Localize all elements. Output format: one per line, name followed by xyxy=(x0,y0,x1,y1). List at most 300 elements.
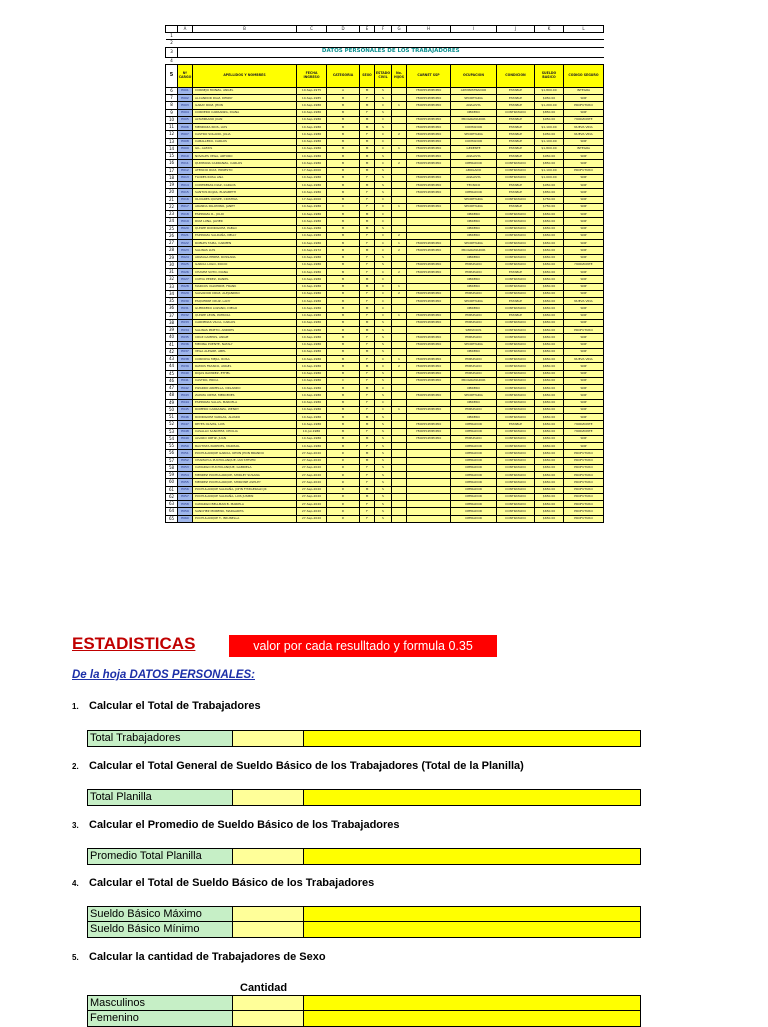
table-cell[interactable]: NUEVA VIDA xyxy=(564,356,604,363)
table-cell[interactable]: MEDINA PUENTE, NATALY xyxy=(193,341,297,348)
column-letter[interactable]: I xyxy=(451,26,497,33)
table-cell[interactable]: B xyxy=(327,443,360,450)
table-cell[interactable]: OLIVARES QUISPE, CRISTINA xyxy=(193,196,297,203)
table-cell[interactable]: E020 xyxy=(178,225,193,232)
table-cell[interactable]: F xyxy=(360,131,375,138)
table-cell[interactable]: E060 xyxy=(178,515,193,522)
table-cell[interactable]: SNP xyxy=(564,218,604,225)
table-cell[interactable]: E038 xyxy=(178,356,193,363)
table-cell[interactable]: OBRERO xyxy=(451,305,497,312)
table-cell[interactable] xyxy=(392,370,407,377)
table-cell[interactable]: GERENTE xyxy=(451,145,497,152)
table-cell[interactable]: PUCHULANQUE T., BRUNELLA xyxy=(193,515,297,522)
table-cell[interactable]: C xyxy=(375,312,392,319)
table-cell[interactable]: PUCHULANQUE SALDAÑA, LUIS JUSMIN xyxy=(193,493,297,500)
table-cell[interactable] xyxy=(392,327,407,334)
table-cell[interactable]: CONTRATADO xyxy=(497,363,535,370)
table-cell[interactable]: S xyxy=(375,319,392,326)
table-cell[interactable]: S xyxy=(375,421,392,428)
table-cell[interactable]: CONTRATADO xyxy=(497,225,535,232)
column-header[interactable]: SUELDO BASICO xyxy=(535,64,564,87)
table-cell[interactable]: E048 xyxy=(178,428,193,435)
table-cell[interactable]: M xyxy=(360,385,375,392)
row-number[interactable]: 33 xyxy=(166,283,178,290)
row-number[interactable]: 10 xyxy=(166,116,178,123)
table-cell[interactable]: ANALISTA xyxy=(451,174,497,181)
table-cell[interactable]: 7800554MPCP00 xyxy=(407,174,451,181)
table-cell[interactable]: S xyxy=(375,225,392,232)
table-cell[interactable]: B xyxy=(327,370,360,377)
table-cell[interactable]: SNP xyxy=(564,269,604,276)
table-cell[interactable]: E049 xyxy=(178,435,193,442)
table-cell[interactable]: C xyxy=(375,116,392,123)
table-cell[interactable]: SANTOS ROJAS, ELIZABETH xyxy=(193,189,297,196)
table-cell[interactable]: ESTABLE xyxy=(497,102,535,109)
table-cell[interactable]: 1 xyxy=(392,312,407,319)
row-number[interactable]: 58 xyxy=(166,464,178,471)
table-cell[interactable]: NUEVA VIDA xyxy=(564,131,604,138)
table-cell[interactable]: $850.00 xyxy=(535,160,564,167)
table-cell[interactable]: CONTRATADO xyxy=(497,493,535,500)
table-cell[interactable]: B xyxy=(327,399,360,406)
table-cell[interactable]: PROFUTURO xyxy=(564,486,604,493)
table-cell[interactable]: B xyxy=(327,319,360,326)
table-cell[interactable]: S xyxy=(375,182,392,189)
table-cell[interactable]: 7800554MPCP00 xyxy=(407,290,451,297)
table-cell[interactable]: SNP xyxy=(564,443,604,450)
table-cell[interactable] xyxy=(392,174,407,181)
table-cell[interactable] xyxy=(392,392,407,399)
table-cell[interactable]: C xyxy=(375,196,392,203)
table-cell[interactable]: 27-Sep-2020 xyxy=(297,501,327,508)
table-cell[interactable]: EMPLEADO xyxy=(451,269,497,276)
table-cell[interactable]: $650.00 xyxy=(535,406,564,413)
table-cell[interactable]: 10-Sep-1975 xyxy=(297,87,327,94)
table-cell[interactable]: ESTABLE xyxy=(497,116,535,123)
table-cell[interactable]: $650.00 xyxy=(535,269,564,276)
table-cell[interactable]: F xyxy=(360,515,375,522)
table-cell[interactable]: $950.00 xyxy=(535,131,564,138)
table-cell[interactable]: F xyxy=(360,406,375,413)
table-cell[interactable]: 10-Sep-1986 xyxy=(297,109,327,116)
table-cell[interactable]: 7800554MPCP00 xyxy=(407,312,451,319)
sueldo-maximo-formula-cell[interactable] xyxy=(304,907,641,922)
table-cell[interactable]: B xyxy=(327,356,360,363)
table-cell[interactable]: F xyxy=(360,290,375,297)
table-cell[interactable]: D xyxy=(327,457,360,464)
table-cell[interactable]: PROFUTURO xyxy=(564,450,604,457)
table-cell[interactable]: SECRETARIA xyxy=(451,203,497,210)
table-cell[interactable]: CONTRATADO xyxy=(497,479,535,486)
table-cell[interactable]: F xyxy=(360,189,375,196)
column-header[interactable]: CARNET SSP xyxy=(407,64,451,87)
table-cell[interactable]: PROFUTURO xyxy=(564,327,604,334)
table-cell[interactable]: D xyxy=(327,515,360,522)
table-cell[interactable]: ESTABLE xyxy=(497,124,535,131)
column-letter[interactable]: L xyxy=(564,26,604,33)
table-cell[interactable]: 10-Sep-1986 xyxy=(297,370,327,377)
table-cell[interactable]: 1 xyxy=(392,145,407,152)
column-letter[interactable]: K xyxy=(535,26,564,33)
table-cell[interactable]: F xyxy=(360,479,375,486)
table-cell[interactable]: C xyxy=(375,160,392,167)
table-cell[interactable] xyxy=(392,479,407,486)
table-cell[interactable]: M xyxy=(360,435,375,442)
row-number[interactable]: 65 xyxy=(166,515,178,522)
table-cell[interactable]: SNP xyxy=(564,174,604,181)
table-cell[interactable]: M xyxy=(360,348,375,355)
table-cell[interactable]: ALCANDOR DIAZ, DENNY xyxy=(193,95,297,102)
table-cell[interactable]: SNP xyxy=(564,276,604,283)
table-cell[interactable]: OBRERO xyxy=(451,225,497,232)
table-cell[interactable]: 1 xyxy=(392,283,407,290)
table-cell[interactable]: CONTRATADO xyxy=(497,406,535,413)
table-cell[interactable]: $650.00 xyxy=(535,254,564,261)
table-cell[interactable]: $650.00 xyxy=(535,312,564,319)
table-cell[interactable]: $650.00 xyxy=(535,414,564,421)
table-cell[interactable]: F xyxy=(360,312,375,319)
table-cell[interactable]: D xyxy=(327,493,360,500)
table-cell[interactable] xyxy=(407,348,451,355)
table-cell[interactable]: B xyxy=(327,145,360,152)
table-cell[interactable]: B xyxy=(327,174,360,181)
table-cell[interactable]: F xyxy=(360,240,375,247)
table-cell[interactable]: C xyxy=(375,290,392,297)
table-cell[interactable]: 10-Sep-1986 xyxy=(297,290,327,297)
table-cell[interactable]: M xyxy=(360,153,375,160)
table-cell[interactable]: E054 xyxy=(178,472,193,479)
table-cell[interactable]: SERVICIOS xyxy=(451,327,497,334)
table-cell[interactable]: C xyxy=(375,218,392,225)
table-cell[interactable]: ALTAMIRANO JUAN xyxy=(193,116,297,123)
table-cell[interactable]: 7800554MPCP00 xyxy=(407,406,451,413)
table-cell[interactable]: B xyxy=(327,247,360,254)
table-cell[interactable]: 2 xyxy=(392,232,407,239)
table-cell[interactable]: S xyxy=(375,109,392,116)
table-cell[interactable]: NUEVA VIDA xyxy=(564,298,604,305)
table-cell[interactable]: M xyxy=(360,457,375,464)
table-cell[interactable]: $650.00 xyxy=(535,450,564,457)
table-cell[interactable]: C xyxy=(375,232,392,239)
table-cell[interactable] xyxy=(392,189,407,196)
table-cell[interactable]: CARDENAS VILCA, CARLOS xyxy=(193,319,297,326)
table-cell[interactable]: PROFUTURO xyxy=(564,464,604,471)
table-cell[interactable]: F xyxy=(360,261,375,268)
table-cell[interactable]: E007 xyxy=(178,131,193,138)
table-cell[interactable]: 1 xyxy=(392,203,407,210)
row-number[interactable]: 57 xyxy=(166,457,178,464)
table-cell[interactable]: E018 xyxy=(178,211,193,218)
table-cell[interactable]: 10-Sep-1986 xyxy=(297,269,327,276)
table-cell[interactable]: CUEVA PEREZ, DANIEL xyxy=(193,276,297,283)
table-cell[interactable]: $1,100.00 xyxy=(535,138,564,145)
table-cell[interactable]: B xyxy=(327,116,360,123)
table-cell[interactable]: D xyxy=(327,472,360,479)
table-cell[interactable]: CONTRATADO xyxy=(497,464,535,471)
table-cell[interactable]: S xyxy=(375,370,392,377)
table-cell[interactable]: SNP xyxy=(564,182,604,189)
row-number[interactable]: 62 xyxy=(166,493,178,500)
row-number[interactable]: 11 xyxy=(166,124,178,131)
table-cell[interactable]: D xyxy=(327,450,360,457)
table-cell[interactable]: E034 xyxy=(178,327,193,334)
table-cell[interactable]: E035 xyxy=(178,334,193,341)
column-header[interactable]: APELLIDOS Y NOMBRES xyxy=(193,64,297,87)
table-cell[interactable]: CONTRATADO xyxy=(497,290,535,297)
table-cell[interactable]: F xyxy=(360,109,375,116)
table-cell[interactable]: ESTABLE xyxy=(497,138,535,145)
table-cell[interactable]: ESPINOZA R., JULIO xyxy=(193,211,297,218)
table-cell[interactable]: M xyxy=(360,305,375,312)
table-cell[interactable]: S xyxy=(375,435,392,442)
table-cell[interactable]: ZAPATA ORTIZ, MERCEDES xyxy=(193,392,297,399)
table-cell[interactable]: CONTRATADO xyxy=(497,428,535,435)
table-cell[interactable]: 27-Sep-2020 xyxy=(297,508,327,515)
table-cell[interactable]: ADMINISTRADOR xyxy=(451,87,497,94)
table-cell[interactable]: EMPLEADO xyxy=(451,363,497,370)
table-cell[interactable]: E011 xyxy=(178,160,193,167)
table-cell[interactable]: 1 xyxy=(392,102,407,109)
table-cell[interactable]: E041 xyxy=(178,377,193,384)
table-cell[interactable]: CONTRATADO xyxy=(497,218,535,225)
row-number[interactable]: 41 xyxy=(166,341,178,348)
table-cell[interactable]: CORDOVA MEJIA, ROSA xyxy=(193,356,297,363)
table-cell[interactable]: 2 xyxy=(392,290,407,297)
table-cell[interactable]: SNP xyxy=(564,334,604,341)
sueldo-minimo-cell[interactable] xyxy=(233,922,304,937)
table-cell[interactable]: M xyxy=(360,160,375,167)
table-cell[interactable]: C xyxy=(375,240,392,247)
table-cell[interactable]: $650.00 xyxy=(535,464,564,471)
table-cell[interactable]: 7800554MPCP00 xyxy=(407,182,451,189)
table-cell[interactable]: 7800554MPCP00 xyxy=(407,116,451,123)
table-cell[interactable]: E045 xyxy=(178,406,193,413)
table-cell[interactable]: B xyxy=(327,312,360,319)
table-cell[interactable]: OBRERO xyxy=(451,232,497,239)
table-cell[interactable]: E044 xyxy=(178,399,193,406)
row-number[interactable]: 17 xyxy=(166,167,178,174)
table-cell[interactable]: C xyxy=(375,102,392,109)
column-header[interactable]: CODIGO SEGURO xyxy=(564,64,604,87)
table-cell[interactable]: S xyxy=(375,515,392,522)
table-cell[interactable]: INTEGRA xyxy=(564,87,604,94)
table-cell[interactable]: CONTRATADO xyxy=(497,486,535,493)
row-number[interactable]: 54 xyxy=(166,435,178,442)
table-cell[interactable]: M xyxy=(360,87,375,94)
table-cell[interactable]: $1,200.00 xyxy=(535,102,564,109)
table-cell[interactable]: SNP xyxy=(564,414,604,421)
table-cell[interactable]: E050 xyxy=(178,443,193,450)
table-cell[interactable]: M xyxy=(360,327,375,334)
table-cell[interactable]: M xyxy=(360,116,375,123)
table-cell[interactable] xyxy=(392,261,407,268)
table-cell[interactable]: SECRETARIA xyxy=(451,392,497,399)
table-cell[interactable]: $650.00 xyxy=(535,377,564,384)
table-cell[interactable]: CONTRATADO xyxy=(497,472,535,479)
table-cell[interactable]: B xyxy=(327,182,360,189)
row-number[interactable]: 24 xyxy=(166,218,178,225)
table-cell[interactable]: ESPINOZA SALAS, MARCELA xyxy=(193,399,297,406)
table-cell[interactable]: S xyxy=(375,392,392,399)
table-cell[interactable]: 10-Sep-1986 xyxy=(297,435,327,442)
row-number[interactable]: 15 xyxy=(166,153,178,160)
table-cell[interactable] xyxy=(407,515,451,522)
table-cell[interactable]: PROFUTURO xyxy=(564,479,604,486)
table-cell[interactable]: 10-Sep-1986 xyxy=(297,283,327,290)
table-cell[interactable]: S xyxy=(375,254,392,261)
table-cell[interactable]: E022 xyxy=(178,240,193,247)
table-cell[interactable]: 10-Sep-1986 xyxy=(297,348,327,355)
table-cell[interactable]: HORIZONTE xyxy=(564,428,604,435)
table-cell[interactable]: 10-Sep-1986 xyxy=(297,189,327,196)
sueldo-maximo-cell[interactable] xyxy=(233,907,304,922)
table-cell[interactable]: PROFUTURO xyxy=(564,167,604,174)
table-cell[interactable]: F xyxy=(360,370,375,377)
table-cell[interactable]: S xyxy=(375,124,392,131)
table-cell[interactable]: ESQUERRE CRUZ, LADY xyxy=(193,298,297,305)
column-letter[interactable]: A xyxy=(178,26,193,33)
table-cell[interactable]: B xyxy=(327,269,360,276)
table-cell[interactable]: D xyxy=(327,479,360,486)
table-cell[interactable]: $650.00 xyxy=(535,341,564,348)
table-cell[interactable]: F xyxy=(360,392,375,399)
table-cell[interactable] xyxy=(392,334,407,341)
table-cell[interactable]: M xyxy=(360,319,375,326)
row-number[interactable]: 44 xyxy=(166,363,178,370)
table-cell[interactable]: NOVALES VEGA, ARTURO xyxy=(193,153,297,160)
table-cell[interactable]: S xyxy=(375,450,392,457)
table-cell[interactable]: CONTRATADO xyxy=(497,276,535,283)
table-cell[interactable]: GUERRERO LOZANO, DIEGO xyxy=(193,305,297,312)
table-cell[interactable]: M xyxy=(360,421,375,428)
row-number[interactable]: 13 xyxy=(166,138,178,145)
table-cell[interactable]: GARAY RUIZ, JHON xyxy=(193,102,297,109)
table-cell[interactable]: CASALLO SANCHEZ, CECILIA xyxy=(193,428,297,435)
table-cell[interactable]: HORIZONTE xyxy=(564,116,604,123)
table-cell[interactable]: B xyxy=(327,196,360,203)
table-cell[interactable]: $650.00 xyxy=(535,327,564,334)
table-cell[interactable] xyxy=(392,493,407,500)
table-cell[interactable] xyxy=(392,341,407,348)
table-cell[interactable]: A xyxy=(327,87,360,94)
table-cell[interactable]: C xyxy=(375,276,392,283)
table-cell[interactable] xyxy=(407,508,451,515)
table-cell[interactable]: C xyxy=(375,363,392,370)
table-cell[interactable]: 7800554MPCP00 xyxy=(407,145,451,152)
table-cell[interactable]: PROFUTURO xyxy=(564,515,604,522)
table-cell[interactable]: OBRERO xyxy=(451,348,497,355)
table-cell[interactable]: 27-Sep-2020 xyxy=(297,472,327,479)
row-number[interactable]: 40 xyxy=(166,334,178,341)
total-planilla-formula-cell[interactable] xyxy=(304,790,641,805)
table-cell[interactable]: D xyxy=(327,501,360,508)
table-cell[interactable]: E051 xyxy=(178,450,193,457)
table-cell[interactable]: E039 xyxy=(178,363,193,370)
column-header[interactable]: CATEGORIA xyxy=(327,64,360,87)
row-number[interactable]: 12 xyxy=(166,131,178,138)
table-cell[interactable]: E055 xyxy=(178,479,193,486)
table-cell[interactable]: F xyxy=(360,501,375,508)
table-cell[interactable]: B xyxy=(327,131,360,138)
table-cell[interactable]: OBRERO xyxy=(451,399,497,406)
table-cell[interactable]: EMPLEADO xyxy=(451,435,497,442)
table-cell[interactable]: M xyxy=(360,211,375,218)
total-planilla-cell[interactable] xyxy=(233,790,304,805)
table-cell[interactable]: RAMOS FRANCO, ANGEL xyxy=(193,363,297,370)
table-cell[interactable]: SNP xyxy=(564,435,604,442)
table-cell[interactable]: M xyxy=(360,138,375,145)
table-cell[interactable]: ESTABLE xyxy=(497,298,535,305)
table-cell[interactable]: CONTRATADO xyxy=(497,515,535,522)
table-cell[interactable]: B xyxy=(327,95,360,102)
table-cell[interactable]: B xyxy=(327,290,360,297)
table-cell[interactable] xyxy=(392,457,407,464)
table-cell[interactable]: CONTRATADO xyxy=(497,414,535,421)
table-cell[interactable]: E028 xyxy=(178,283,193,290)
row-number[interactable]: 21 xyxy=(166,196,178,203)
table-cell[interactable]: $1,100.00 xyxy=(535,167,564,174)
table-cell[interactable] xyxy=(407,109,451,116)
table-cell[interactable]: 10-Sep-1986 xyxy=(297,363,327,370)
table-cell[interactable]: EMPLEADO xyxy=(451,312,497,319)
promedio-planilla-cell[interactable] xyxy=(233,849,304,864)
row-number[interactable]: 14 xyxy=(166,145,178,152)
table-cell[interactable]: SNP xyxy=(564,385,604,392)
table-cell[interactable] xyxy=(392,138,407,145)
table-cell[interactable]: ESTABLE xyxy=(497,182,535,189)
table-cell[interactable]: 10-Sep-1986 xyxy=(297,399,327,406)
table-cell[interactable] xyxy=(407,218,451,225)
row-number[interactable]: 28 xyxy=(166,247,178,254)
table-cell[interactable]: C xyxy=(375,131,392,138)
table-cell[interactable]: 10-Sep-1986 xyxy=(297,145,327,152)
table-cell[interactable]: E014 xyxy=(178,182,193,189)
table-cell[interactable]: E003 xyxy=(178,102,193,109)
table-cell[interactable]: INTEGRA xyxy=(564,145,604,152)
table-cell[interactable]: 27-Sep-2020 xyxy=(297,464,327,471)
table-cell[interactable]: SECRETARIA xyxy=(451,131,497,138)
table-cell[interactable]: HORIZONTE xyxy=(564,261,604,268)
table-cell[interactable]: S xyxy=(375,174,392,181)
table-cell[interactable]: $650.00 xyxy=(535,356,564,363)
table-cell[interactable] xyxy=(392,218,407,225)
table-cell[interactable]: E032 xyxy=(178,312,193,319)
row-number[interactable]: 23 xyxy=(166,211,178,218)
row-number[interactable]: 64 xyxy=(166,508,178,515)
table-cell[interactable]: ESPINOZA SALDAÑA, NELLY xyxy=(193,232,297,239)
table-cell[interactable]: ESTABLE xyxy=(497,189,535,196)
row-number[interactable]: 2 xyxy=(166,40,178,47)
table-cell[interactable]: ARANDA PALOMINO, JANET xyxy=(193,203,297,210)
table-cell[interactable]: SECRETARIA xyxy=(451,240,497,247)
table-cell[interactable]: 7800554MPCP00 xyxy=(407,131,451,138)
table-cell[interactable]: E056 xyxy=(178,486,193,493)
table-cell[interactable]: ESTABLE xyxy=(497,87,535,94)
table-cell[interactable]: FLORES ROSA ANA xyxy=(193,174,297,181)
table-cell[interactable]: B xyxy=(327,240,360,247)
table-cell[interactable]: B xyxy=(327,189,360,196)
table-cell[interactable]: SNP xyxy=(564,377,604,384)
table-cell[interactable]: 10-Sep-1986 xyxy=(297,298,327,305)
table-cell[interactable]: $950.00 xyxy=(535,116,564,123)
table-cell[interactable]: 7800554MPCP00 xyxy=(407,319,451,326)
masculinos-cell[interactable] xyxy=(233,996,304,1011)
table-cell[interactable]: CONTRATADO xyxy=(497,167,535,174)
table-cell[interactable]: E021 xyxy=(178,232,193,239)
table-cell[interactable]: ESTABLE xyxy=(497,203,535,210)
table-cell[interactable]: S xyxy=(375,334,392,341)
table-cell[interactable]: S xyxy=(375,479,392,486)
